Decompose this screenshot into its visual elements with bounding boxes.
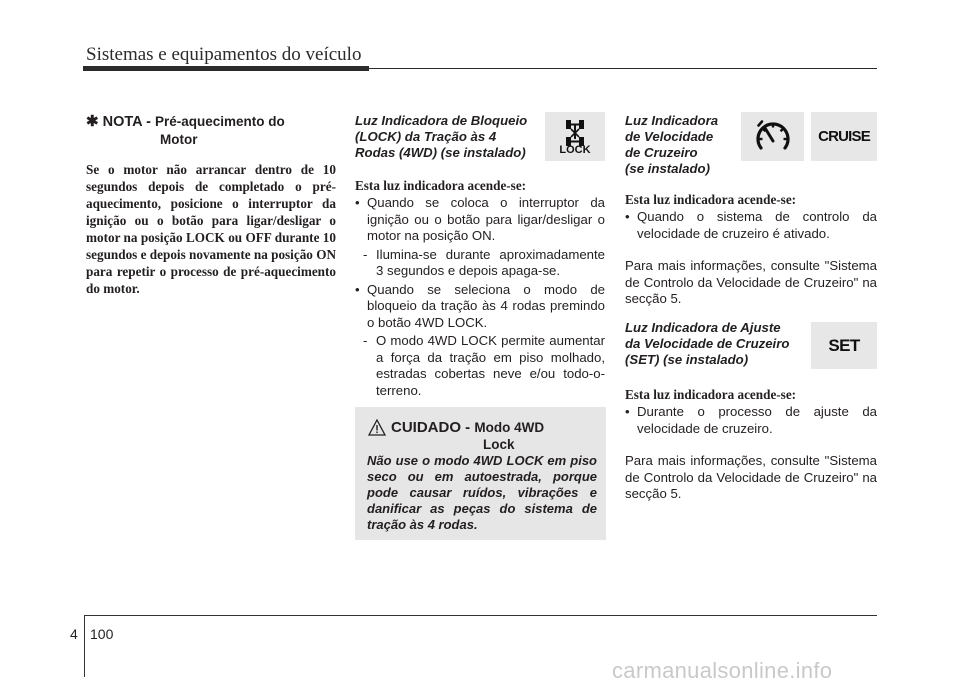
4wd-lock-icon (560, 117, 590, 147)
lock-4wd-heading-line2: (LOCK) da Tração às 4 (355, 129, 497, 144)
cruise-heading-line2: de Velocidade (625, 129, 714, 144)
speedometer-icon (753, 117, 793, 157)
cruise-label-indicator (811, 112, 877, 161)
cruise-body (625, 191, 877, 308)
lock-4wd-dash-1: - Ilumina-se durante aproximadamente 3 segundos e depois apaga-se. (355, 247, 605, 280)
lock-4wd-dash-2: - O modo 4WD LOCK permite aumentar a força da tração em piso molhado, estradas cobertas neve e/ou todo-o-terreno. (355, 333, 605, 399)
caution-body: Não use o modo 4WD LOCK em piso seco ou em autoestrada, porque pode causar ruídos, vibrações e danificar as peças do sistema de tração às 4 rodas. (367, 453, 597, 532)
set-heading (625, 320, 815, 368)
cruise-heading-line3: de Cruzeiro (625, 145, 698, 160)
set-heading-line2: da Velocidade de Cruzeiro (625, 336, 790, 351)
page-header-title: Sistemas e equipamentos do veículo (86, 44, 362, 65)
set-icon-label: SET (828, 335, 860, 355)
set-heading-line1: Luz Indicadora de Ajuste (625, 320, 781, 335)
cruise-heading-line4: (se instalado) (625, 161, 711, 176)
cruise-icon-label: CRUISE (818, 128, 870, 145)
chapter-number: 4 (70, 626, 78, 642)
nota-label: NOTA - (102, 114, 151, 130)
footer-divider (84, 615, 85, 677)
footer-rule (84, 615, 877, 616)
set-intro: Esta luz indicadora acende-se: (625, 387, 797, 402)
caution-title-line2: Lock (483, 437, 515, 452)
header-rule-thin (369, 68, 877, 69)
cruise-bullet-1: • Quando o sistema de controlo da velocidade de cruzeiro é ativado. (625, 209, 877, 242)
watermark: carmanualsonline.info (612, 658, 833, 683)
set-indicator (811, 322, 877, 369)
cruise-heading (625, 113, 740, 177)
lock-4wd-body (355, 177, 605, 399)
warning-triangle-icon (368, 419, 386, 436)
4wd-lock-indicator (545, 112, 605, 161)
lock-4wd-bullet-2: • Quando se seleciona o modo de bloqueio da tração às 4 rodas premindo o botão 4WD LOCK. (355, 282, 605, 332)
caution-label: CUIDADO - (391, 419, 471, 436)
cruise-heading-line1: Luz Indicadora (625, 113, 719, 128)
set-body (625, 386, 877, 503)
lock-4wd-intro: Esta luz indicadora acende-se: (355, 178, 527, 193)
cruise-intro: Esta luz indicadora acende-se: (625, 192, 797, 207)
header-rule-thick (83, 66, 369, 71)
set-more-info: Para mais informações, consulte "Sistema de Controlo da Velocidade de Cruzeiro" na secção 5. (625, 453, 877, 501)
cruise-more-info: Para mais informações, consulte "Sistema de Controlo da Velocidade de Cruzeiro" na secção 5. (625, 258, 877, 306)
caution-title-line1: Modo 4WD (474, 420, 545, 435)
nota-title-line1: Pré-aquecimento do (154, 114, 285, 129)
lock-4wd-heading-line3: Rodas (4WD) (se instalado) (355, 145, 526, 160)
set-bullet-1: • Durante o processo de ajuste da velocidade de cruzeiro. (625, 404, 877, 437)
lock-4wd-bullet-1: • Quando se coloca o interruptor da ignição ou o botão para ligar/desligar o motor na posição ON. (355, 195, 605, 245)
caution-title (391, 419, 544, 453)
star-icon: ✱ (86, 113, 99, 130)
4wd-lock-icon-label: LOCK (559, 144, 591, 156)
set-heading-line3: (SET) (se instalado) (625, 352, 749, 367)
page-number: 100 (90, 626, 114, 642)
lock-4wd-heading-line1: Luz Indicadora de Bloqueio (355, 113, 528, 128)
nota-title-line2: Motor (160, 132, 198, 147)
nota-section (86, 113, 336, 297)
lock-4wd-heading (355, 113, 555, 161)
nota-body: Se o motor não arrancar dentro de 10 segundos depois de completado o pré-aquecimento, posicione o interruptor da ignição ou o botão para ligar/desligar o motor na posição LOCK ou OFF durante 10 segundos e depois novamente na posição ON para repetir o processo de pré-aquecimento do motor. (86, 162, 336, 296)
cruise-speedometer-indicator (741, 112, 804, 161)
caution-box (355, 407, 606, 540)
nota-title (86, 113, 336, 149)
